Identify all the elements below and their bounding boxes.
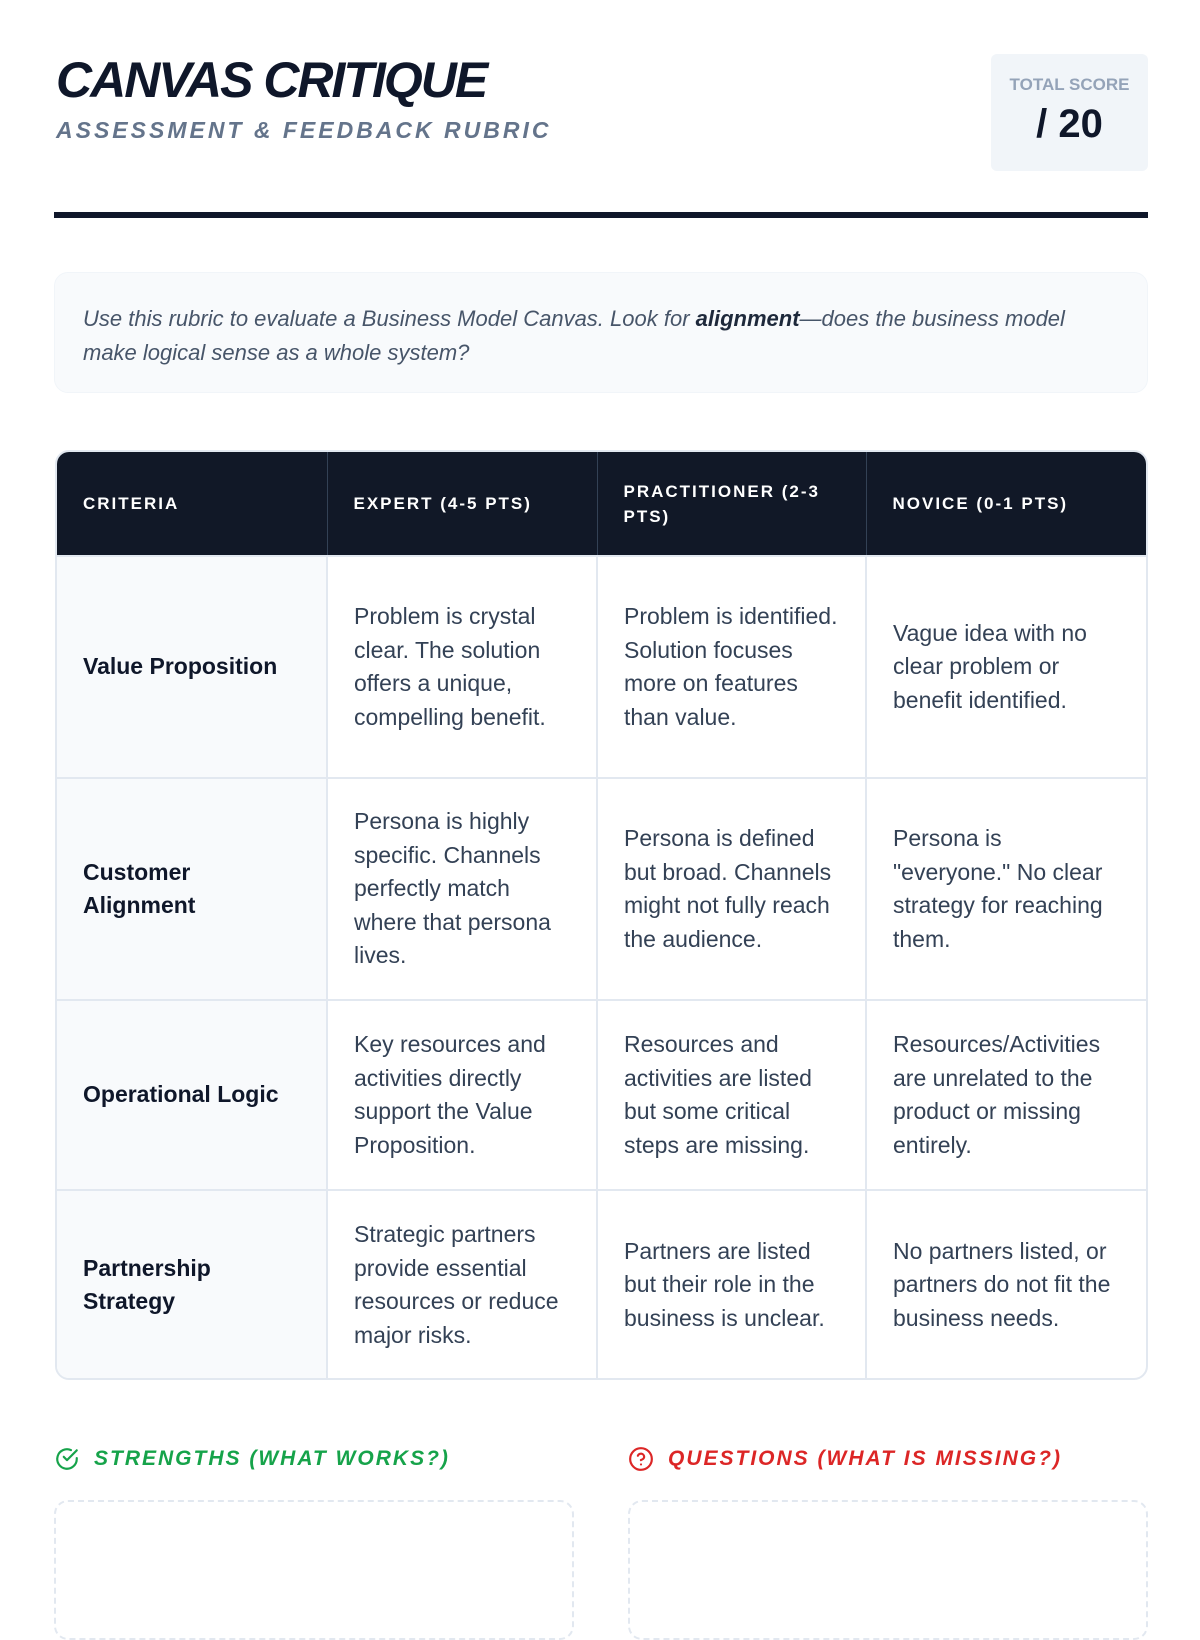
questions-notes-area[interactable] bbox=[628, 1500, 1148, 1640]
questions-heading bbox=[628, 1446, 1062, 1472]
expert-cell: Key resources and activities directly support the Value Proposition. bbox=[327, 1000, 597, 1190]
expert-cell: Persona is highly specific. Channels perfectly match where that persona lives. bbox=[327, 778, 597, 1000]
table-row bbox=[57, 778, 1146, 1000]
practitioner-cell: Partners are listed but their role in the business is unclear. bbox=[597, 1190, 866, 1379]
questions-label: QUESTIONS (WHAT IS MISSING?) bbox=[668, 1447, 1062, 1470]
table-row bbox=[57, 1000, 1146, 1190]
total-score-label: TOTAL SCORE bbox=[1009, 75, 1130, 94]
practitioner-cell: Resources and activities are listed but some critical steps are missing. bbox=[597, 1000, 866, 1190]
intro-box bbox=[54, 272, 1148, 393]
criteria-cell: Operational Logic bbox=[57, 1000, 327, 1190]
novice-cell: Vague idea with no clear problem or benefit identified. bbox=[866, 556, 1146, 778]
table-header-row bbox=[57, 452, 1146, 556]
total-score-value: / 20 bbox=[1036, 102, 1103, 146]
rubric-table bbox=[55, 450, 1148, 1380]
expert-cell: Strategic partners provide essential resources or reduce major risks. bbox=[327, 1190, 597, 1379]
header-divider bbox=[54, 212, 1148, 218]
strengths-heading bbox=[54, 1446, 450, 1472]
novice-cell: Persona is "everyone." No clear strategy for reaching them. bbox=[866, 778, 1146, 1000]
novice-cell: Resources/Activities are unrelated to the product or missing entirely. bbox=[866, 1000, 1146, 1190]
criteria-cell: Customer Alignment bbox=[57, 778, 327, 1000]
intro-emphasis: alignment bbox=[695, 306, 800, 331]
strengths-notes-area[interactable] bbox=[54, 1500, 574, 1640]
check-circle-icon bbox=[54, 1446, 80, 1472]
criteria-cell: Value Proposition bbox=[57, 556, 327, 778]
strengths-label: STRENGTHS (WHAT WORKS?) bbox=[94, 1447, 450, 1470]
expert-cell: Problem is crystal clear. The solution offers a unique, compelling benefit. bbox=[327, 556, 597, 778]
table-row bbox=[57, 556, 1146, 778]
intro-text-start: Use this rubric to evaluate a Business Model Canvas. Look for bbox=[83, 306, 696, 331]
practitioner-cell: Persona is defined but broad. Channels might not fully reach the audience. bbox=[597, 778, 866, 1000]
question-circle-icon bbox=[628, 1446, 654, 1472]
practitioner-cell: Problem is identified. Solution focuses more on features than value. bbox=[597, 556, 866, 778]
column-header-practitioner: PRACTITIONER (2-3 PTS) bbox=[597, 452, 866, 556]
criteria-cell: Partnership Strategy bbox=[57, 1190, 327, 1379]
column-header-criteria: CRITERIA bbox=[57, 452, 327, 556]
table-row bbox=[57, 1190, 1146, 1379]
intro-text-end: —does the business model make logical sense as a whole system? bbox=[83, 306, 1065, 365]
total-score-box bbox=[991, 54, 1148, 171]
column-header-expert: EXPERT (4-5 PTS) bbox=[327, 452, 597, 556]
novice-cell: No partners listed, or partners do not fit the business needs. bbox=[866, 1190, 1146, 1379]
page-subtitle: ASSESSMENT & FEEDBACK RUBRIC bbox=[56, 117, 552, 143]
page-title: CANVAS CRITIQUE bbox=[56, 52, 487, 108]
column-header-novice: NOVICE (0-1 PTS) bbox=[866, 452, 1146, 556]
